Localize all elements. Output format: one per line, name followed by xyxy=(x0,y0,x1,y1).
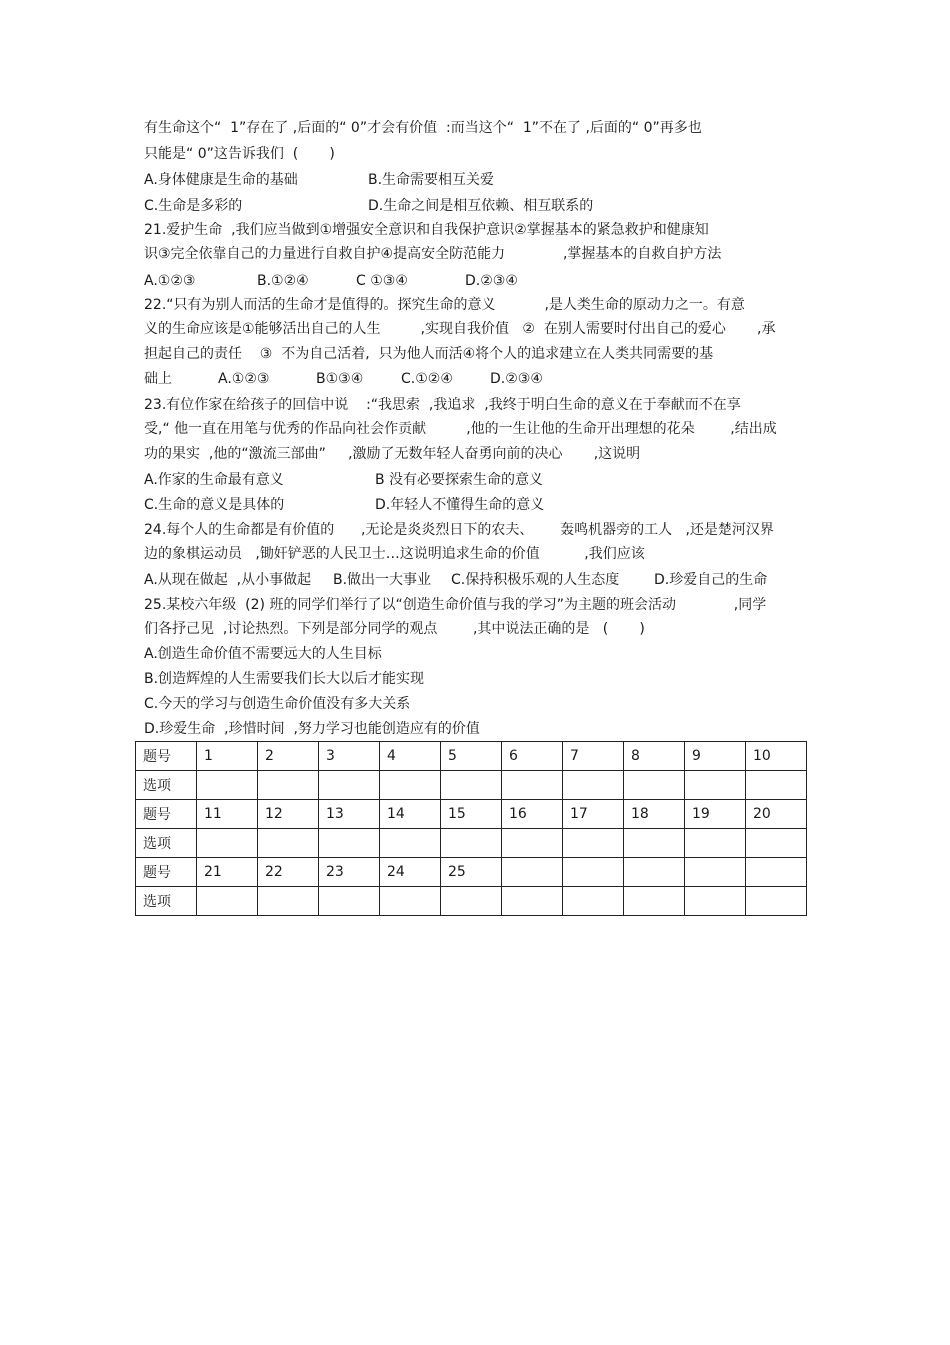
answer-cell[interactable] xyxy=(258,771,319,800)
answer-row xyxy=(136,829,807,858)
answer-cell[interactable] xyxy=(197,887,258,916)
q22-stem-line2: 义的生命应该是①能够活出自己的人生 ,实现自我价值 ② 在别人需要时付出自己的爱心 ,承 xyxy=(144,321,776,337)
answer-cell[interactable] xyxy=(258,887,319,916)
q23-option-c: C.生命的意义是具体的 xyxy=(144,497,285,513)
answer-table xyxy=(135,741,807,916)
question-number-cell xyxy=(563,858,624,887)
q25-option-b: B.创造辉煌的人生需要我们长大以后才能实现 xyxy=(144,671,425,687)
q20-stem-line2: 只能是“ 0”这告诉我们 ( ) xyxy=(144,146,335,162)
q23-option-d: D.年轻人不懂得生命的意义 xyxy=(375,497,545,513)
question-number-cell: 11 xyxy=(197,800,258,829)
answer-cell[interactable] xyxy=(197,771,258,800)
question-number-cell: 22 xyxy=(258,858,319,887)
answer-cell[interactable] xyxy=(685,771,746,800)
question-number-cell: 17 xyxy=(563,800,624,829)
question-number-cell: 19 xyxy=(685,800,746,829)
q24-stem-line2: 边的象棋运动员 ,锄奸铲恶的人民卫士…这说明追求生命的价值 ,我们应该 xyxy=(144,546,645,562)
question-number-cell: 16 xyxy=(502,800,563,829)
question-number-cell xyxy=(685,858,746,887)
answer-cell[interactable] xyxy=(624,771,685,800)
answer-cell[interactable] xyxy=(441,771,502,800)
answer-cell[interactable] xyxy=(502,771,563,800)
question-number-cell: 2 xyxy=(258,742,319,771)
answer-cell[interactable] xyxy=(441,887,502,916)
answer-cell[interactable] xyxy=(624,887,685,916)
question-number-cell: 15 xyxy=(441,800,502,829)
q23-stem-line3: 功的果实 ,他的“激流三部曲” ,激励了无数年轻人奋勇向前的决心 ,这说明 xyxy=(144,446,641,462)
row-label-number: 题号 xyxy=(136,742,197,771)
question-number-cell: 18 xyxy=(624,800,685,829)
q21-stem-line2: 识③完全依靠自己的力量进行自救自护④提高安全防范能力 ,掌握基本的自救自护方法 xyxy=(144,246,722,262)
answer-cell[interactable] xyxy=(319,829,380,858)
q23-option-b: B 没有必要探索生命的意义 xyxy=(375,472,544,488)
answer-cell[interactable] xyxy=(441,829,502,858)
q25-stem-line2: 们各抒己见 ,讨论热烈。下列是部分同学的观点 ,其中说法正确的是 ( ) xyxy=(144,621,645,637)
answer-cell[interactable] xyxy=(685,829,746,858)
answer-cell[interactable] xyxy=(746,771,807,800)
q20-option-d: D.生命之间是相互依赖、相互联系的 xyxy=(368,198,594,214)
question-number-cell: 12 xyxy=(258,800,319,829)
q25-option-a: A.创造生命价值不需要远大的人生目标 xyxy=(144,646,382,662)
q24-option-b: B.做出一大事业 xyxy=(333,572,432,588)
answer-row xyxy=(136,887,807,916)
answer-cell[interactable] xyxy=(502,829,563,858)
question-number-cell: 24 xyxy=(380,858,441,887)
question-number-row xyxy=(136,800,807,829)
q25-option-c: C.今天的学习与创造生命价值没有多大关系 xyxy=(144,696,411,712)
answer-cell[interactable] xyxy=(563,887,624,916)
answer-cell[interactable] xyxy=(380,771,441,800)
q20-option-b: B.生命需要相互关爱 xyxy=(368,172,495,188)
answer-cell[interactable] xyxy=(624,829,685,858)
question-number-cell: 21 xyxy=(197,858,258,887)
q22-stem-line4: 础上 xyxy=(144,371,172,387)
answer-cell[interactable] xyxy=(197,829,258,858)
answer-cell[interactable] xyxy=(258,829,319,858)
q22-option-c: C.①②④ xyxy=(401,371,453,387)
q22-stem-line3: 担起自己的责任 ③ 不为自己活着, 只为他人而活④将个人的追求建立在人类共同需要的基 xyxy=(144,346,714,362)
answer-cell[interactable] xyxy=(746,887,807,916)
question-number-cell: 5 xyxy=(441,742,502,771)
row-label-choice: 选项 xyxy=(136,887,197,916)
question-number-cell: 25 xyxy=(441,858,502,887)
answer-cell[interactable] xyxy=(319,887,380,916)
answer-row xyxy=(136,771,807,800)
q20-option-c: C.生命是多彩的 xyxy=(144,198,243,214)
question-number-cell: 8 xyxy=(624,742,685,771)
q24-option-c: C.保持积极乐观的人生态度 xyxy=(451,572,620,588)
answer-cell[interactable] xyxy=(746,829,807,858)
answer-cell[interactable] xyxy=(380,887,441,916)
q21-stem-line1: 21.爱护生命 ,我们应当做到①增强安全意识和自我保护意识②掌握基本的紧急救护和健康知 xyxy=(144,222,709,238)
question-number-row xyxy=(136,742,807,771)
question-number-row xyxy=(136,858,807,887)
q20-option-a: A.身体健康是生命的基础 xyxy=(144,172,298,188)
question-number-cell: 6 xyxy=(502,742,563,771)
question-number-cell: 7 xyxy=(563,742,624,771)
q24-stem-line1: 24.每个人的生命都是有价值的 ,无论是炎炎烈日下的农夫、 轰鸣机器旁的工人 ,还是楚河汉界 xyxy=(144,522,774,538)
q22-option-a: A.①②③ xyxy=(218,371,270,387)
question-number-cell xyxy=(502,858,563,887)
question-number-cell: 1 xyxy=(197,742,258,771)
q25-stem-line1: 25.某校六年级 (2) 班的同学们举行了以“创造生命价值与我的学习”为主题的班会活动 ,同学 xyxy=(144,597,767,613)
q25-option-d: D.珍爱生命 ,珍惜时间 ,努力学习也能创造应有的价值 xyxy=(144,721,480,737)
q23-option-a: A.作家的生命最有意义 xyxy=(144,472,284,488)
question-number-cell: 14 xyxy=(380,800,441,829)
question-number-cell: 9 xyxy=(685,742,746,771)
question-number-cell: 13 xyxy=(319,800,380,829)
answer-cell[interactable] xyxy=(563,771,624,800)
question-number-cell: 3 xyxy=(319,742,380,771)
row-label-choice: 选项 xyxy=(136,829,197,858)
answer-cell[interactable] xyxy=(563,829,624,858)
q21-option-a: A.①②③ xyxy=(144,273,196,289)
q23-stem-line2: 受,“ 他一直在用笔与优秀的作品向社会作贡献 ,他的一生让他的生命开出理想的花朵 ,结出成 xyxy=(144,421,777,437)
answer-cell[interactable] xyxy=(319,771,380,800)
question-number-cell: 4 xyxy=(380,742,441,771)
q22-option-b: B①③④ xyxy=(316,371,364,387)
answer-cell[interactable] xyxy=(380,829,441,858)
q20-stem-line1: 有生命这个“ 1”存在了 ,后面的“ 0”才会有价值 :而当这个“ 1”不在了 ,后面的“ 0”再多也 xyxy=(144,120,702,136)
question-number-cell: 10 xyxy=(746,742,807,771)
row-label-number: 题号 xyxy=(136,858,197,887)
answer-cell[interactable] xyxy=(502,887,563,916)
q23-stem-line1: 23.有位作家在给孩子的回信中说 :“我思索 ,我追求 ,我终于明白生命的意义在于奉献而不在享 xyxy=(144,397,741,413)
question-number-cell xyxy=(624,858,685,887)
q22-stem-line1: 22.“只有为别人而活的生命才是值得的。探究生命的意义 ,是人类生命的原动力之一。有意 xyxy=(144,297,745,313)
question-number-cell xyxy=(746,858,807,887)
answer-cell[interactable] xyxy=(685,887,746,916)
row-label-choice: 选项 xyxy=(136,771,197,800)
q24-option-a: A.从现在做起 ,从小事做起 xyxy=(144,572,312,588)
q22-option-d: D.②③④ xyxy=(490,371,543,387)
question-number-cell: 20 xyxy=(746,800,807,829)
q21-option-d: D.②③④ xyxy=(465,273,518,289)
row-label-number: 题号 xyxy=(136,800,197,829)
q21-option-c: C ①③④ xyxy=(356,273,408,289)
question-number-cell: 23 xyxy=(319,858,380,887)
q24-option-d: D.珍爱自己的生命 xyxy=(654,572,768,588)
q21-option-b: B.①②④ xyxy=(257,273,309,289)
